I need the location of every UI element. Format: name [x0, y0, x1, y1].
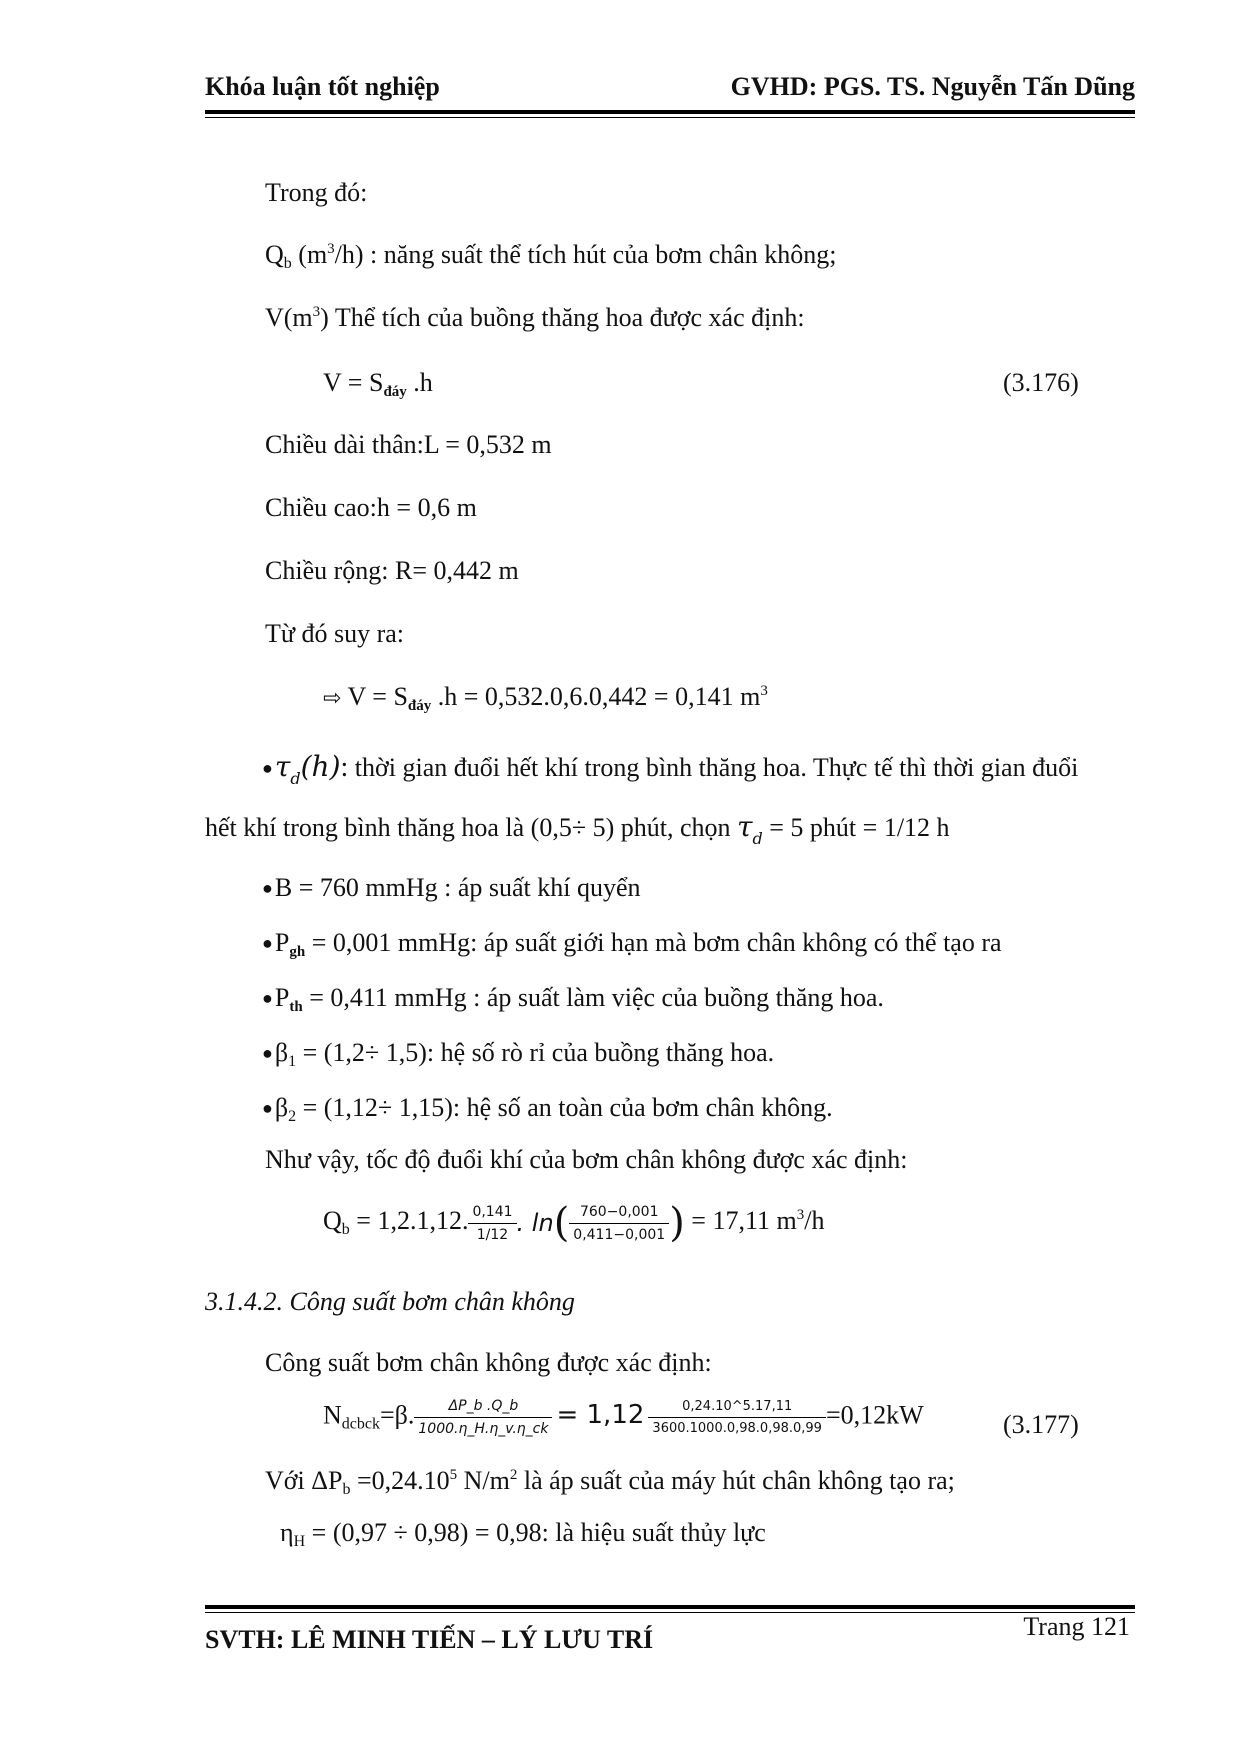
height-line: Chiều cao:h = 0,6 m	[265, 493, 477, 522]
tau-definition-line1: $●\tau_d(h)$: thời gian đuổi hết khí trong bình thăng hoa. Thực tế thì thời gian đuổi	[262, 750, 1079, 788]
footer-rule-thick	[205, 1605, 1135, 1609]
header-right: GVHD: PGS. TS. Nguyễn Tấn Dũng	[730, 72, 1135, 101]
fraction-power-values: $\frac{0,24.10\^{}5.17,11}{3600.1000.0,98.0,98.0,99}$	[648, 1399, 826, 1436]
fraction-power-formula: $\frac{\Delta P\_b .Q\_b}{1000.\eta\_H.\eta\_v.\eta\_ck}$	[414, 1398, 552, 1437]
v-definition: $V(m^3)$ Thể tích của buồng thăng hoa được xác định:	[265, 303, 805, 332]
beta2-line: $●\beta_2 = (1,12\div 1,15)$: hệ số an toàn của bơm chân không.	[262, 1093, 833, 1125]
text-trong-do: Trong đó:	[265, 178, 368, 207]
footer-rule-thin	[205, 1612, 1135, 1613]
pth-line: ●Pth = 0,411 mmHg : áp suất làm việc của buồng thăng hoa.	[262, 983, 884, 1015]
text-nhu-vay: Như vậy, tốc độ đuổi khí của bơm chân không được xác định:	[265, 1145, 908, 1174]
tau-definition-line2: hết khí trong bình thăng hoa là (0,5÷ 5) phút, chọn $\tau_d = 5$ phút = 1/12 h	[205, 810, 950, 848]
delta-pb-line: Với $\Delta P_b =0,24.10^5$ $N/m^2$ là áp suất của máy hút chân không tạo ra;	[265, 1466, 955, 1498]
equation-3-176: V = Sđáy .h	[323, 368, 433, 400]
page-number: Trang 121	[1023, 1612, 1130, 1641]
text-cong-suat: Công suất bơm chân không được xác định:	[265, 1348, 712, 1377]
bullet-icon: ●	[262, 878, 273, 898]
implies-arrow-icon: ⇨	[323, 686, 342, 711]
text-tu-do: Từ đó suy ra:	[265, 619, 405, 648]
bullet-icon: ●	[262, 1043, 273, 1063]
header-rule-thick	[205, 110, 1135, 114]
fraction-0141-over-1-12: $\frac{0,141}{1/12}$	[468, 1204, 516, 1243]
beta1-line: $●\beta_1 = (1,2\div 1,5)$: hệ số rò rỉ của buồng thăng hoa.	[262, 1038, 775, 1070]
bullet-icon: ●	[262, 758, 273, 778]
fraction-pressure-ratio: $\frac{760-0,001}{0,411-0,001}$	[569, 1204, 669, 1243]
pgh-line: ●Pgh = 0,001 mmHg: áp suất giới hạn mà bơm chân không có thể tạo ra	[262, 928, 1002, 960]
qb-equation: $Q_b = 1,2.1,12$. $\frac{0,141}{1/12}$ . ln( $\frac{760-0,001}{0,411-0,001}$ ) = 17,11 $m^3/h$	[323, 1200, 825, 1246]
width-line: Chiều rộng: R= 0,442 m	[265, 556, 519, 585]
length-line: Chiều dài thân:L = 0,532 m	[265, 430, 552, 459]
eta-h-line: $\eta_H = (0,97 \div 0,98) = 0,98$: là hiệu suất thủy lực	[280, 1518, 766, 1550]
bullet-icon: ●	[262, 988, 273, 1008]
equation-3-177: $N_{dcbck}=\beta$. $\frac{\Delta P\_b .Q\_b}{1000.\eta\_H.\eta\_v.\eta\_ck}$ = 1,12 $\frac{0,24.10\^{}5.17,11}{3600.1000.0,98.0,98.0,99}$ =0,12kW	[323, 1398, 924, 1437]
b-pressure-line: ●B = 760 mmHg : áp suất khí quyển	[262, 873, 641, 902]
header-rule-thin	[205, 117, 1135, 118]
equation-number-3-177: (3.177)	[1003, 1410, 1079, 1439]
footer-left: SVTH: LÊ MINH TIẾN – LÝ LƯU TRÍ	[205, 1625, 654, 1654]
section-heading-3-1-4-2: 3.1.4.2. Công suất bơm chân không	[205, 1287, 575, 1316]
volume-calculation: ⇨ V = Sđáy .h = 0,532.0,6.0,442 = 0,141 $m^3$	[323, 682, 768, 714]
equation-number-3-176: (3.176)	[1003, 368, 1079, 397]
bullet-icon: ●	[262, 1098, 273, 1118]
bullet-icon: ●	[262, 933, 273, 953]
qb-definition: $Q_b$ $(m^3/h)$ : năng suất thể tích hút của bơm chân không;	[265, 240, 837, 272]
header-left: Khóa luận tốt nghiệp	[205, 72, 440, 101]
